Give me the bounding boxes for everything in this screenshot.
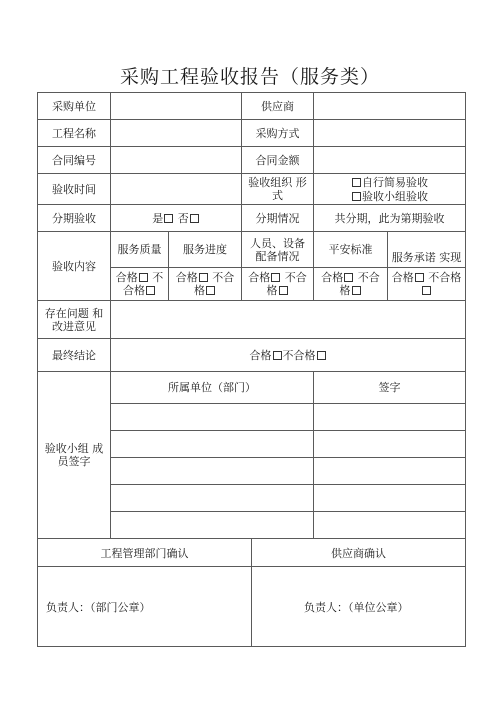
member-unit-field[interactable] (111, 431, 314, 458)
purchase-unit-label: 采购单位 (38, 93, 111, 120)
dept-sign-field[interactable]: 负责人：（部门公章） (38, 567, 252, 647)
acceptance-form-table (37, 92, 466, 539)
supplier-confirm-header: 供应商确认 (252, 539, 466, 567)
checkbox-icon (344, 273, 353, 282)
checkbox-icon (139, 273, 148, 282)
accept-org-label: 验收组织 形式 (242, 174, 314, 205)
result-cell[interactable]: 合格 不合格 (169, 268, 242, 301)
checkbox-icon (352, 286, 361, 295)
personnel-equipment-header: 人员、设备 配备情况 (242, 232, 314, 268)
final-conclusion-options[interactable]: 合格 不合格 (111, 339, 466, 372)
member-unit-header: 所属单位（部门） (111, 372, 314, 404)
supplier-sign-field[interactable]: 负责人：（单位公章） (252, 567, 466, 647)
accept-org-options (314, 174, 466, 205)
checkbox-icon[interactable] (273, 351, 282, 360)
confirmation-header-row (38, 539, 466, 567)
project-name-label: 工程名称 (38, 120, 111, 147)
checkbox-icon (422, 286, 431, 295)
service-promise-header: 服务承诺 实现 (388, 232, 466, 268)
staged-status-label: 分期情况 (242, 205, 314, 232)
result-cell[interactable]: 合格 不合格 (242, 268, 314, 301)
safety-standard-header: 平安标准 (314, 232, 388, 268)
checkbox-icon (146, 286, 155, 295)
project-name-field[interactable] (111, 120, 242, 147)
dept-confirm-header: 工程管理部门确认 (38, 539, 252, 567)
row-project-name (38, 120, 466, 147)
row-staged (38, 205, 466, 232)
service-progress-header: 服务进度 (169, 232, 242, 268)
checkbox-icon[interactable] (317, 351, 326, 360)
member-signature-field[interactable] (314, 512, 466, 539)
member-sign-label: 验收小组 成员签字 (38, 372, 111, 539)
purchase-method-field[interactable] (314, 120, 466, 147)
purchase-method-label: 采购方式 (242, 120, 314, 147)
member-signature-field[interactable] (314, 404, 466, 431)
supplier-field[interactable] (314, 93, 466, 120)
accept-content-label: 验收内容 (38, 232, 111, 301)
row-issues (38, 301, 466, 339)
accept-time-field[interactable] (111, 174, 242, 205)
result-cell[interactable]: 合格 不合格 (111, 268, 169, 301)
contract-amount-label: 合同金额 (242, 147, 314, 174)
issues-field[interactable] (111, 301, 466, 339)
member-signature-header: 签字 (314, 372, 466, 404)
checkbox-icon (279, 286, 288, 295)
member-unit-field[interactable] (111, 404, 314, 431)
member-unit-field[interactable] (111, 485, 314, 512)
result-cell[interactable]: 合格 不合格 (388, 268, 466, 301)
staged-label: 分期验收 (38, 205, 111, 232)
group-accept-option[interactable]: 验收小组验收 (316, 190, 463, 204)
final-conclusion-label: 最终结论 (38, 339, 111, 372)
checkbox-icon[interactable] (352, 178, 361, 187)
issues-label: 存在问题 和改进意见 (38, 301, 111, 339)
staged-options: 是 否 (111, 205, 242, 232)
checkbox-icon (206, 286, 215, 295)
accept-time-label: 验收时间 (38, 174, 111, 205)
member-unit-field[interactable] (111, 512, 314, 539)
checkbox-icon (199, 273, 208, 282)
self-simple-option[interactable]: 自行简易验收 (316, 176, 463, 190)
member-unit-field[interactable] (111, 458, 314, 485)
row-purchase-unit (38, 93, 466, 120)
page-title: 采购工程验收报告（服务类） (119, 66, 380, 88)
supplier-label: 供应商 (242, 93, 314, 120)
contract-no-field[interactable] (111, 147, 242, 174)
row-member-header (38, 372, 466, 404)
checkbox-icon (271, 273, 280, 282)
row-contract (38, 147, 466, 174)
row-accept-time (38, 174, 466, 205)
checkbox-icon[interactable] (352, 192, 361, 201)
contract-no-label: 合同编号 (38, 147, 111, 174)
member-signature-field[interactable] (314, 485, 466, 512)
row-accept-content-headers (38, 232, 466, 268)
checkbox-icon[interactable] (190, 214, 199, 223)
result-cell[interactable]: 合格 不合格 (314, 268, 388, 301)
confirmation-sign-row (38, 567, 466, 647)
member-signature-field[interactable] (314, 458, 466, 485)
row-final-conclusion (38, 339, 466, 372)
checkbox-icon[interactable] (164, 214, 173, 223)
service-quality-header: 服务质量 (111, 232, 169, 268)
staged-status-text: 共分期，此为第期验收 (314, 205, 466, 232)
member-signature-field[interactable] (314, 431, 466, 458)
contract-amount-field[interactable] (314, 147, 466, 174)
confirmation-table (37, 538, 466, 647)
checkbox-icon (415, 273, 424, 282)
purchase-unit-field[interactable] (111, 93, 242, 120)
